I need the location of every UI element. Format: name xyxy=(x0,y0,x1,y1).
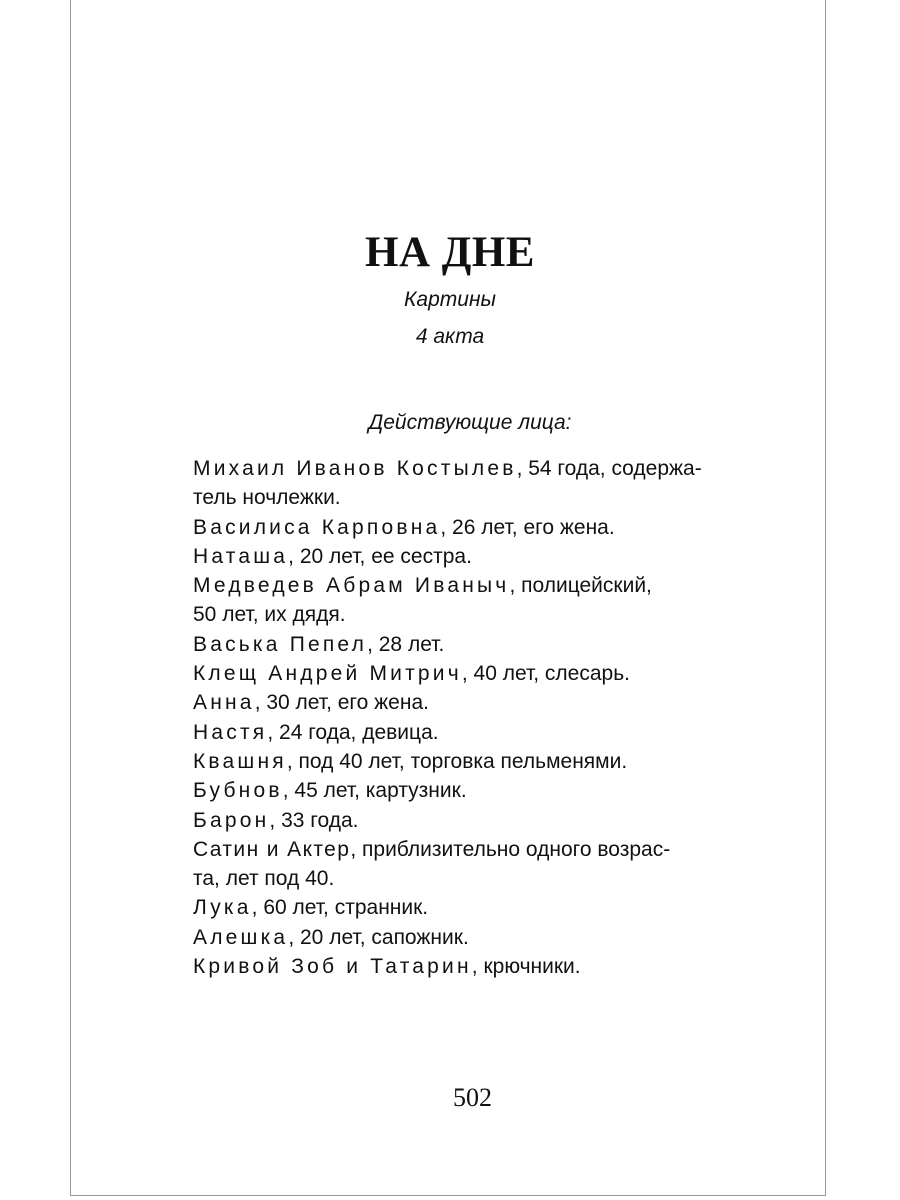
cast-name: Клещ Андрей Митрич xyxy=(193,662,462,686)
cast-entry xyxy=(193,893,773,922)
cast-name: Лука xyxy=(193,896,252,920)
cast-name: Сатин и Актер xyxy=(193,837,351,861)
cast-entry xyxy=(193,718,773,747)
cast-entry xyxy=(193,864,773,893)
cast-name: Бубнов xyxy=(193,779,283,803)
cast-description: та, лет под 40. xyxy=(193,867,335,891)
cast-name: Васька Пепел xyxy=(193,632,368,656)
cast-description: , приблизительно одного возрас- xyxy=(350,837,671,861)
cast-description: , 24 года, девица. xyxy=(267,720,439,744)
cast-entry xyxy=(193,483,773,512)
cast-name: Квашня xyxy=(193,749,287,773)
cast-entry xyxy=(193,952,773,981)
cast-entry xyxy=(193,454,773,483)
cast-name: Анна xyxy=(193,691,255,715)
cast-name: Медведев Абрам Иваныч xyxy=(193,574,510,598)
cast-name: Василиса Карповна xyxy=(193,515,441,539)
cast-name: Алешка xyxy=(193,925,289,949)
cast-description: , 45 лет, картузник. xyxy=(282,779,467,803)
cast-name: Барон xyxy=(193,808,270,832)
cast-description: , 28 лет. xyxy=(367,632,445,656)
cast-list xyxy=(193,454,773,981)
cast-description: , 26 лет, его жена. xyxy=(440,515,615,539)
cast-entry xyxy=(193,659,773,688)
cast-description: 50 лет, их дядя. xyxy=(193,603,346,627)
cast-name: Михаил Иванов Костылев xyxy=(193,457,517,480)
cast-description: тель ночлежки. xyxy=(193,486,341,510)
cast-entry xyxy=(193,688,773,717)
cast-entry xyxy=(193,571,773,600)
cast-name: Наташа xyxy=(193,544,289,568)
cast-description: , 30 лет, его жена. xyxy=(254,691,429,715)
cast-description: , 20 лет, сапожник. xyxy=(288,925,469,949)
cast-description: , 20 лет, ее сестра. xyxy=(288,544,472,568)
cast-entry xyxy=(193,806,773,835)
play-title: НА ДНЕ xyxy=(365,229,535,276)
cast-entry xyxy=(193,630,773,659)
cast-description: , 54 года, содержа- xyxy=(516,457,702,480)
play-subtitle-genre: Картины xyxy=(404,288,496,311)
cast-description: , 40 лет, слесарь. xyxy=(461,662,630,686)
cast-description: , 60 лет, странник. xyxy=(251,896,429,920)
play-subtitle-acts: 4 акта xyxy=(415,325,485,348)
cast-entry xyxy=(193,542,773,571)
page-number: 502 xyxy=(453,1083,492,1112)
cast-heading: Действующие лица: xyxy=(368,411,572,434)
cast-entry xyxy=(193,600,773,629)
cast-description: , крючники. xyxy=(471,955,581,979)
cast-entry xyxy=(193,835,773,864)
cast-entry xyxy=(193,776,773,805)
cast-description: , под 40 лет, торговка пельменями. xyxy=(286,749,628,773)
cast-description: , 33 года. xyxy=(269,808,359,832)
cast-name: Настя xyxy=(193,720,268,744)
cast-entry xyxy=(193,513,773,542)
cast-description: , полицейский, xyxy=(509,574,652,598)
cast-entry xyxy=(193,923,773,952)
cast-name: Кривой Зоб и Татарин xyxy=(193,955,472,979)
cast-entry xyxy=(193,747,773,776)
